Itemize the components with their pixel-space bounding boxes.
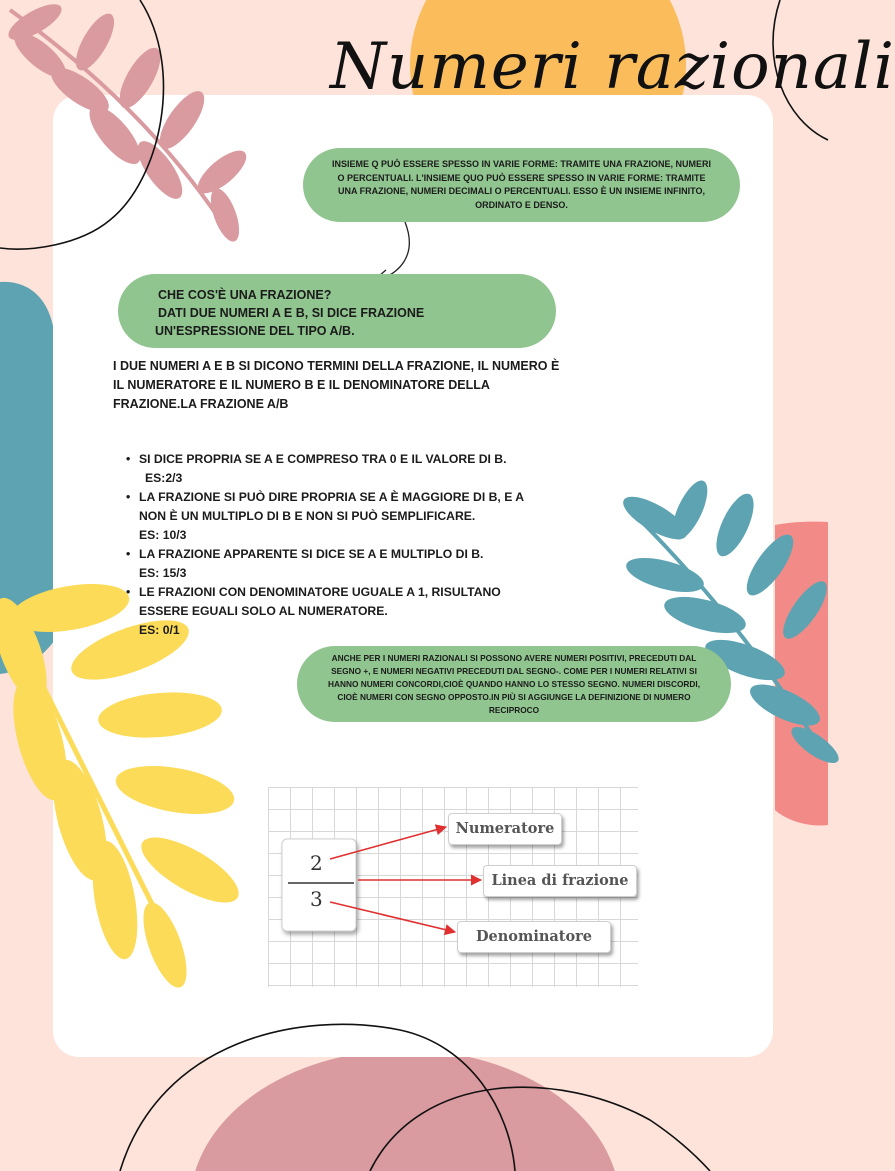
question-bubble	[118, 274, 556, 348]
bullet-icon: •	[126, 490, 131, 504]
list-item-text: SI DICE PROPRIA SE A E COMPRESO TRA 0 E IL VALORE DI B.	[139, 452, 507, 466]
fraction-terms-paragraph: I DUE NUMERI A E B SI DICONO TERMINI DELLA FRAZIONE, IL NUMERO È IL NUMERATORE E IL NUMERO B E IL DENOMINATORE DELLA FRAZIONE.LA FRAZIONE A/B	[113, 359, 560, 411]
intro-bubble	[303, 148, 740, 222]
label-numeratore: Numeratore	[448, 813, 562, 845]
list-item	[126, 488, 546, 545]
question-line-3: UN'ESPRESSIONE DEL TIPO A/B.	[155, 324, 355, 338]
signs-bubble	[297, 646, 731, 722]
list-item-text: LE FRAZIONI CON DENOMINATORE UGUALE A 1, RISULTANO ESSERE EGUALI SOLO AL NUMERATORE.	[139, 585, 501, 618]
intro-bubble-text: INSIEME Q PUÒ ESSERE SPESSO IN VARIE FORME: TRAMITE UNA FRAZIONE, NUMERI O PERCENTUALI. L'INSIEME QUO PUÒ ESSERE SPESSO IN VARIE FORME: TRAMITE UNA FRAZIONE, NUMERI DECIMALI O PERCENTUALI. ESSO È UN INSIEME INFINITO, ORDINATO E DENSO.	[331, 159, 712, 210]
fraction-diagram	[268, 787, 638, 987]
bullet-icon: •	[126, 547, 131, 561]
signs-bubble-text: ANCHE PER I NUMERI RAZIONALI SI POSSONO AVERE NUMERI POSITIVI, PRECEDUTI DAL SEGNO +, E NUMERI NEGATIVI PRECEDUTI DAL SEGNO-. COME PER I NUMERI RELATIVI SI HANNO NUMERI CONCORDI,CIOÈ QUANDO HANNO LO STESSO SEGNO. NUMERI DISCORDI, CIOÈ NUMERI CON SEGNO OPPOSTO.IN PIÙ SI AGGIUNGE LA DEFINIZIONE DI NUMERO RECIPROCO	[328, 652, 700, 715]
list-item	[126, 450, 546, 488]
list-item	[126, 545, 546, 583]
teal-leaves-icon	[617, 476, 843, 769]
list-item-example: ES: 10/3	[139, 528, 187, 542]
list-item-text: LA FRAZIONE SI PUÒ DIRE PROPRIA SE A È MAGGIORE DI B, E A NON È UN MULTIPLO DI B E NON SI PUÒ SEMPLIFICARE.	[139, 490, 524, 523]
list-item-example: ES: 0/1	[139, 623, 180, 637]
fraction-types-list	[126, 450, 546, 640]
question-line-2: DATI DUE NUMERI A E B, SI DICE FRAZIONE	[158, 306, 425, 320]
list-item-example: ES: 15/3	[139, 566, 187, 580]
list-item-example: ES:2/3	[145, 471, 183, 485]
bullet-icon: •	[126, 452, 131, 466]
label-denominatore: Denominatore	[457, 921, 611, 953]
label-linea-di-frazione: Linea di frazione	[483, 865, 637, 897]
decorative-curve-bottom-right	[370, 1087, 710, 1171]
page-title: Numeri razionali	[330, 30, 895, 104]
pink-leaves-icon	[4, 0, 253, 245]
diagram-denominator: 3	[310, 887, 323, 911]
question-line-1: CHE COS'È UNA FRAZIONE?	[158, 288, 332, 302]
bullet-icon: •	[126, 585, 131, 599]
diagram-numerator: 2	[310, 851, 323, 875]
list-item-text: LA FRAZIONE APPARENTE SI DICE SE A E MULTIPLO DI B.	[139, 547, 484, 561]
list-item	[126, 583, 546, 640]
